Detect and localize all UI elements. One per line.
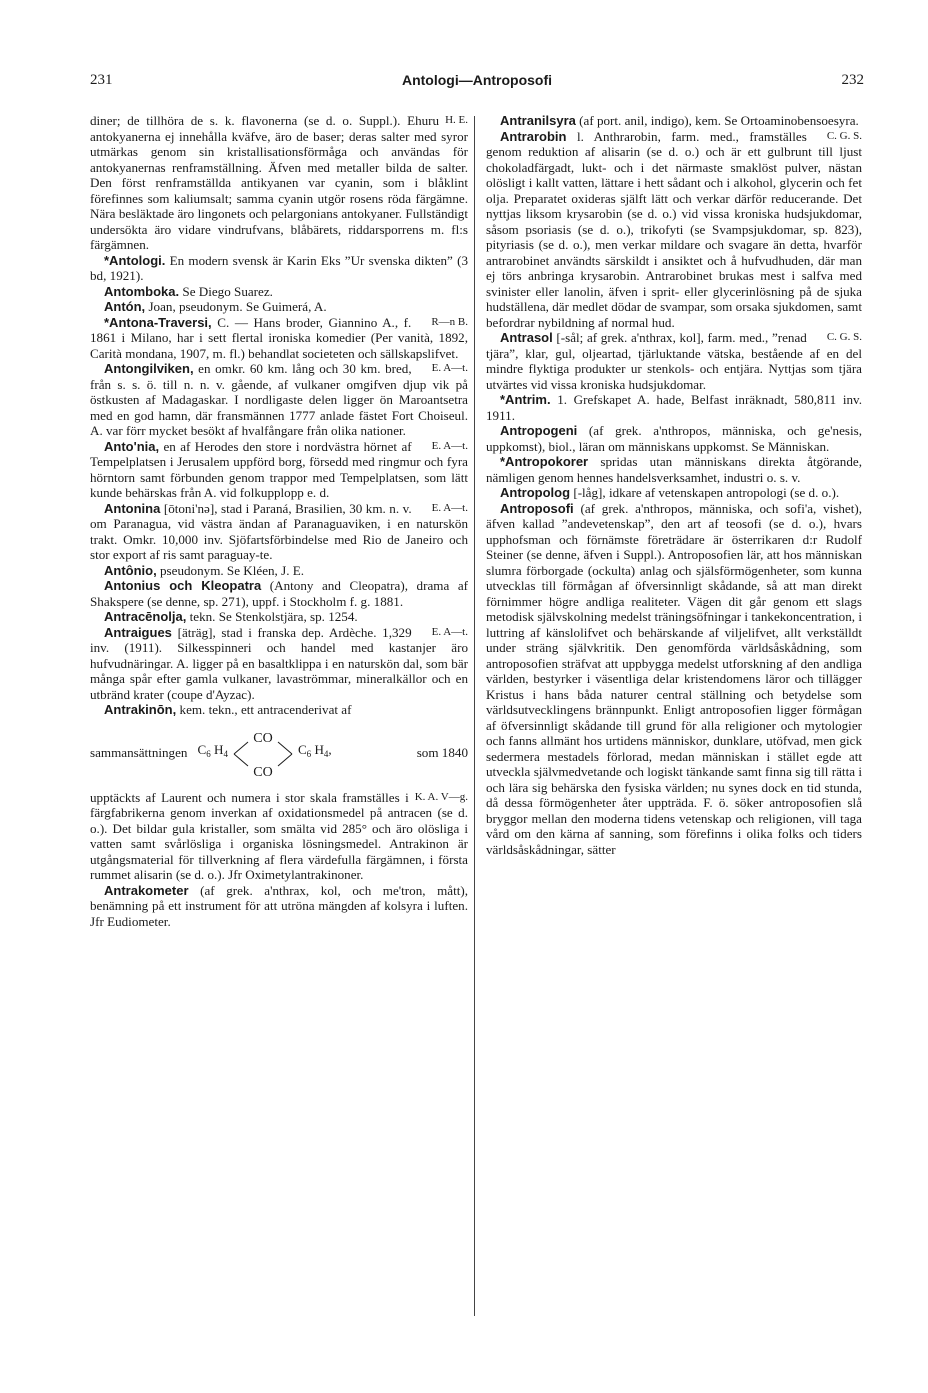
author-signature: E. A—t. xyxy=(431,501,468,514)
article-entry xyxy=(90,578,468,609)
formula-suffix: som 1840 xyxy=(416,744,468,760)
formula-ring-bracket xyxy=(232,724,294,782)
article-entry xyxy=(90,284,468,300)
running-head: Antologi—Antroposofi xyxy=(401,72,553,88)
headword: Antrakometer xyxy=(104,882,189,898)
headword: Antropogeni xyxy=(500,423,578,438)
entry-text: Joan, pseudonym. Se Guimerá, A. xyxy=(148,299,327,314)
article-entry xyxy=(90,439,468,501)
entry-text: En modern svensk är Karin Eks ”Ur svenska dikten” (3 bd, 1921). xyxy=(90,252,468,283)
formula-bottom-group: CO xyxy=(253,764,273,780)
article-entry xyxy=(90,702,468,718)
formula-top-group: CO xyxy=(253,730,273,746)
headword: Antonius och Kleopatra xyxy=(104,578,262,593)
entry-text: [-sål; af grek. a'nthrax, kol], farm. med., ”renad tjära”, klar, gul, oljeartad, tjärluktande vätska, bestående af en del mindre flyktiga produkter ur stenkols- och entjära. Nyttjas som tjära utvärtes vid vissa kroniska hudsjukdomar. xyxy=(486,330,862,392)
headword: Antrarobin xyxy=(500,128,567,144)
page-number-left: 231 xyxy=(90,72,113,88)
entry-text: tekn. Se Stenkolstjära, sp. 1254. xyxy=(189,609,358,624)
headword: Antroposofi xyxy=(500,500,574,516)
entry-text: pseudonym. Se Kléen, J. E. xyxy=(160,562,305,578)
article-entry xyxy=(90,563,468,579)
article-entry xyxy=(90,609,468,625)
article-entry xyxy=(90,113,468,253)
headword: Antraigues xyxy=(104,624,172,640)
entry-text: kem. tekn., ett antracenderivat af xyxy=(179,702,352,717)
entry-text: (af grek. a'nthropos, människa, och sofi'a, vishet), äfven kallad ”andevetenskap”, den art af teosofi (se d. o.), hvars upphofsman och förnämste företrädare är österrikaren d:r Rudolf Steiner (se denne, äfven i Suppl.). Antroposofien lär, att hos människan slumra förborgade (ockulta) anlag och själsförmögenheter, som kunna utvecklas till förmågan af öfversinnligt skådande, så att man direkt förnimmer högre andliga realiteter. Vägen dit går genom ett slags metodisk självskolning medelst träningsöfningar i tankekoncentration, i luttring af känslolifvet och behärskande af viljelifvet, allt verkställdt under sträng självkritik. Den genomförda världsåskådning, som antroposofien sträfvat att uppbygga medelst utforskning af den andliga världen, bestyrker i väsentliga delar kristendomens läror och tillägger Kristus i hans båda naturer central ställning och betydelse som världsutvecklingens brännpunkt. Enligt antroposofien ligger förmågan af öfversinnligt skådande till grund för alla religioner och mytologier och fanns allmänt hos urtidens människor, dunklare, utöfvad, men gick sedermera mestadels förlorad, medan människan i stället egde att utveckla självmedvetande och logiskt tänkande samt finna sig till rätta i och lära sig behärska den fysiska världen; nu synes dock en tid stunda, då dessa förmögenheter åter uppträda. F. ö. söker antroposofien slå bryggor mellan den moderna tidens vetenskap och religionen, vill taga vård om den kärna af sanning, som förefinns i olika folks och tiders världsåskådningar, sätter xyxy=(486,500,862,857)
article-entry xyxy=(486,330,862,392)
entry-text: l. Anthrarobin, farm. med., framställes genom reduktion af alisarin (se d. o.) och är ett gulbrunt till ljust chokoladfärgadt, lukt- och i det närmaste smaklöst pulver, nästan olösligt i kallt vatten, lättare i hett sådant och i alkohol, glycerin och fet olja. Preparatet oxideras själft lätt och verkar därför reducerande. Det nyttjas liksom krysarobin (se d. o.) vid vissa kroniska hudsjukdomar, såsom psoriasis (se d. o.), trikofyti (se Svampsjukdomar, sp. 823), pityriasis (se d. o.), men verkar mildare och svagare än detta, hvarför antrarobinet användts särskildt i ansiktet och å hufvudhuden, där man ej törs anbringa krysarobin. Antrarobinet brukas mest i salfva med svinister eller lanolin, äfven i sprit- eller glycerinlösning på de sjuka hudställena, där medlet dödar de svampar, som orsaka sjukdomen, samt befordrar nybildning af normal hud. xyxy=(486,128,862,330)
headword: Antracēnolja, xyxy=(104,609,187,624)
article-entry xyxy=(486,392,862,423)
article-entry xyxy=(486,454,862,485)
entry-text: 1. Grefskapet A. hade, Belfast inräknadt, 580,811 inv. 1911. xyxy=(486,392,863,423)
article-entry xyxy=(90,299,468,315)
headword: *Antologi. xyxy=(104,252,166,268)
formula-prefix: sammansättningen xyxy=(90,744,188,760)
chemical-formula xyxy=(90,722,468,784)
article-entry xyxy=(90,501,468,563)
entry-text: Se Diego Suarez. xyxy=(182,283,273,299)
article-entry xyxy=(90,253,468,284)
column-divider xyxy=(474,116,475,1316)
headword: Antongilviken, xyxy=(104,361,194,376)
right-column xyxy=(486,113,862,857)
entry-text: en af Herodes den store i nordvästra hörnet af Tempelplatsen i Jerusalem uppförd borg, försedd med ringmur och fyra hörntorn samt förbunden genom trappor med Tempelplatsen, som lätt kunde behärskas från A. vid folkupplopp e. d. xyxy=(90,438,468,500)
entry-text: (af grek. a'nthropos, människa, och ge'nesis, uppkomst), biol., läran om människans uppkomst. Se Människan. xyxy=(486,423,862,454)
headword: Antón, xyxy=(104,299,146,314)
author-signature: E. A—t. xyxy=(431,362,468,374)
right-entries xyxy=(486,113,862,857)
article-entry xyxy=(90,361,468,439)
entry-text: diner; de tillhöra de s. k. flavonerna (se d. o. Suppl.). Ehuru antokyanerna ej innehålla kväfve, äro de baser; deras salter med syror utmärkas genom sin kristallisationsförmåga och användas för antokyanernas renframställning. Äfven med metaller bilda de salter. Den först renframställda antikyanen var cyanin, som i blåklint förefinnes som kaliumsalt; samma cyanin utgör rosens röda färgämne. Nära besläktade äro lingonets och pelargonians antokyaner. Fullständigt undersökta äro vidare vindrufvans, blåbärets, riddarsporrens m. fl:s färgämnen. xyxy=(90,113,468,252)
author-signature: E. A—t. xyxy=(431,625,468,638)
entry-text: (Antony and Cleopatra), drama af Shakspere (se denne, sp. 271), uppf. i Stockholm f. g. 1881. xyxy=(90,578,469,609)
page-number-right: 232 xyxy=(841,72,864,88)
entry-text: en omkr. 60 km. lång och 30 km. bred, från s. s. ö. till n. n. v. gående, af vulkaner omgifven djup vik på östkusten af Madagaskar. I nordligaste delen ligger ön Maroantsetra med en god hamn, där fransmännen 1777 anlade fästet Fort Choiseul. A. var förr mycket besökt af hvalfångare från olika nationer. xyxy=(90,361,468,438)
headword: Antrasol xyxy=(500,330,553,345)
author-signature: C. G. S. xyxy=(826,331,862,343)
entry-text: [ōtoni'nə], stad i Paraná, Brasilien, 30 km. n. v. om Paranagua, vid västra ändan af Paranaguaviken, i en naturskön trakt. Omkr. 10,000 inv. Sjöfartsförbindelse med Rio de Janeiro och stor export af ris samt paraguay-te. xyxy=(90,500,468,562)
left-entries-after xyxy=(90,790,468,930)
page-header xyxy=(90,72,864,92)
article-entry xyxy=(486,501,862,858)
article-entry xyxy=(90,883,468,930)
headword: *Antona-Traversi, xyxy=(104,314,212,330)
headword: *Antropokorer xyxy=(500,454,589,469)
headword: Antonina xyxy=(104,500,161,516)
headword: Antranilsyra xyxy=(500,113,576,128)
left-column xyxy=(90,113,468,929)
article-entry xyxy=(486,485,862,501)
left-entries xyxy=(90,113,468,718)
entry-text: spridas utan människans direkta åtgörande, nämligen genom hennes handelsverksamhet, industri o. s. v. xyxy=(486,454,862,485)
article-entry xyxy=(90,315,468,362)
headword: Antropolog xyxy=(500,485,571,500)
entry-text: (af grek. a'nthrax, kol, och me'tron, mått), benämning på ett instrument för att utröna mängden af kolsyra i luften. Jfr Eudiometer. xyxy=(90,882,468,929)
author-signature: C. G. S. xyxy=(826,129,862,142)
formula-right-group: $C_6$ $H_4$, xyxy=(297,742,332,760)
author-signature: K. A. V—g. xyxy=(414,790,468,803)
formula-left-group: $C_6$ $H_4$ xyxy=(197,742,228,760)
entry-text: [äträg], stad i franska dep. Ardèche. 1,329 inv. (1911). Silkesspinneri och handel med kastanjer äro hufvudnäringar. A. ligger på en basaltklippa i en naturskön dal, som bär många spår efter gamla vulkaner, lavaströmmar, mineralkällor och en utbränd krater (coupe d'Ayzac). xyxy=(90,624,468,702)
article-entry xyxy=(486,113,862,129)
headword: Anto'nia, xyxy=(104,438,160,454)
headword: Antrakinōn, xyxy=(104,702,177,717)
entry-text: upptäckts af Laurent och numera i stor skala framställes i färgfabrikerna genom inverkan af oxidationsmedel på antracen (se d. o.). Det bildar gula kristaller, som smälta vid 285° och äro olösliga i vatten samt svårlösliga i organiska lösningsmedel. Antrakinon är utgångsmaterial för tillverkning af flera värdefulla färgämnen, i första rummet alisarin (se d. o.). Jfr Oximetylantrakinoner. xyxy=(90,789,468,882)
headword: Antomboka. xyxy=(104,283,180,299)
author-signature: H. E. xyxy=(445,114,468,126)
headword: *Antrim. xyxy=(500,392,551,407)
article-entry xyxy=(90,790,468,883)
entry-text: (af port. anil, indigo), kem. Se Ortoaminobensoesyra. xyxy=(579,113,859,128)
article-entry xyxy=(486,129,862,331)
author-signature: E. A—t. xyxy=(431,439,468,452)
entry-text: [-låg], idkare af vetenskapen antropologi (se d. o.). xyxy=(573,485,840,500)
article-entry xyxy=(486,423,862,454)
headword: Antônio, xyxy=(104,562,157,578)
entry-text: C. — Hans broder, Giannino A., f. 1861 i Milano, har i sett flertal ironiska komedier (Per vanità, 1892, Carità mondana, 1907, m. fl.) behandlat societeten och sällskapslifvet. xyxy=(90,314,468,361)
article-entry xyxy=(90,625,468,703)
author-signature: R—n B. xyxy=(431,315,468,328)
